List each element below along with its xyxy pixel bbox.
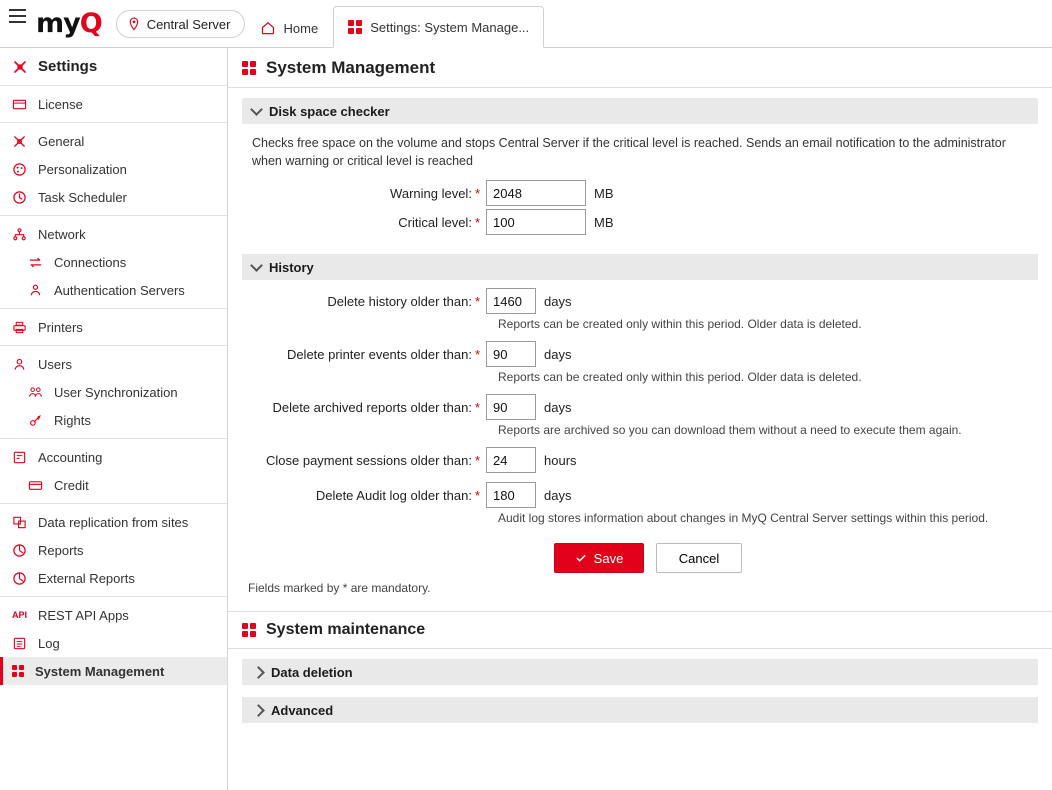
connections-icon bbox=[28, 255, 43, 270]
field-label-text: Close payment sessions older than: bbox=[265, 452, 472, 468]
sidebar-item-system-management[interactable] bbox=[0, 657, 227, 685]
field-close-payment-sessions bbox=[246, 447, 1034, 473]
sidebar-item-label: Accounting bbox=[38, 449, 103, 465]
field-label-text: Warning level: bbox=[390, 185, 472, 201]
field-critical-level bbox=[246, 209, 1034, 235]
sidebar-item-label: Task Scheduler bbox=[38, 189, 127, 205]
sidebar-item-external-reports[interactable] bbox=[0, 564, 227, 592]
field-label bbox=[246, 400, 486, 415]
sidebar-item-data-replication[interactable] bbox=[0, 508, 227, 536]
main-content bbox=[228, 48, 1052, 790]
grid-icon bbox=[242, 61, 256, 75]
sidebar-item-label: Printers bbox=[38, 319, 83, 335]
required-marker: * bbox=[474, 346, 480, 362]
required-marker: * bbox=[474, 399, 480, 415]
sidebar-item-rest-api-apps[interactable] bbox=[0, 601, 227, 629]
sidebar-item-label: System Management bbox=[35, 663, 165, 679]
section-title: Data deletion bbox=[271, 664, 353, 680]
sidebar-item-label: REST API Apps bbox=[38, 607, 129, 623]
sidebar-item-task-scheduler[interactable] bbox=[0, 183, 227, 211]
chevron-right-icon bbox=[252, 666, 265, 679]
sidebar-item-label: Connections bbox=[54, 254, 127, 270]
sidebar-item-log[interactable] bbox=[0, 629, 227, 657]
network-icon bbox=[12, 227, 27, 242]
sidebar-item-network[interactable] bbox=[0, 220, 227, 248]
cancel-button[interactable] bbox=[656, 543, 742, 573]
sidebar-group bbox=[0, 504, 227, 597]
grid-icon bbox=[12, 665, 24, 677]
system-maintenance-label: System maintenance bbox=[266, 621, 426, 639]
form-actions bbox=[262, 543, 1034, 573]
sidebar-group bbox=[0, 86, 227, 123]
sidebar-item-label: User Synchronization bbox=[54, 384, 178, 400]
field-unit: hours bbox=[544, 452, 577, 468]
delete-history-input[interactable] bbox=[486, 288, 536, 314]
field-unit: days bbox=[544, 346, 572, 362]
section-disk-space-checker-body bbox=[242, 124, 1038, 242]
chevron-down-icon bbox=[250, 103, 263, 116]
field-unit: MB bbox=[594, 214, 614, 230]
disk-space-description: Checks free space on the volume and stops Central Server if the critical level is reached. Sends an email notification to the administrator when warning or critical level is reached bbox=[252, 136, 1006, 169]
field-hint: Audit log stores information about changes in MyQ Central Server settings within this period. bbox=[498, 511, 989, 526]
field-unit: days bbox=[544, 487, 572, 503]
sidebar-item-label: License bbox=[38, 96, 83, 112]
required-marker: * bbox=[474, 293, 480, 309]
sidebar-item-label: Data replication from sites bbox=[38, 514, 189, 530]
check-icon bbox=[575, 552, 587, 564]
sidebar-group bbox=[0, 123, 227, 216]
field-label bbox=[246, 488, 486, 503]
field-delete-audit-log bbox=[246, 482, 1034, 508]
sidebar-item-label: Personalization bbox=[38, 161, 127, 177]
field-label-text: Delete printer events older than: bbox=[286, 346, 472, 362]
required-marker: * bbox=[474, 452, 480, 468]
sidebar-group bbox=[0, 346, 227, 439]
credit-card-icon bbox=[28, 478, 43, 493]
sidebar-item-accounting[interactable] bbox=[0, 443, 227, 471]
section-history-body bbox=[242, 280, 1038, 611]
sidebar-item-label: Log bbox=[38, 635, 60, 651]
section-title: Disk space checker bbox=[269, 103, 390, 119]
delete-archived-reports-input[interactable] bbox=[486, 394, 536, 420]
section-title: Advanced bbox=[271, 702, 334, 718]
required-marker: * bbox=[474, 185, 480, 201]
field-label-text: Delete Audit log older than: bbox=[315, 487, 472, 503]
field-label bbox=[246, 347, 486, 362]
close-payment-sessions-input[interactable] bbox=[486, 447, 536, 473]
settings-scroll-area bbox=[228, 88, 1052, 723]
field-label bbox=[246, 215, 486, 230]
field-label bbox=[246, 453, 486, 468]
central-server-chip-label: Central Server bbox=[146, 16, 231, 32]
sidebar-item-user-synchronization[interactable] bbox=[0, 378, 227, 406]
hamburger-icon[interactable] bbox=[0, 0, 34, 47]
settings-gear-icon bbox=[12, 59, 28, 75]
grid-icon bbox=[242, 623, 256, 637]
sidebar-item-label: External Reports bbox=[38, 570, 135, 586]
reports-icon bbox=[12, 543, 27, 558]
sidebar-item-printers[interactable] bbox=[0, 313, 227, 341]
tab-settings-label: Settings: System Manage... bbox=[370, 19, 530, 35]
delete-audit-log-input[interactable] bbox=[486, 482, 536, 508]
location-pin-icon bbox=[127, 17, 141, 31]
auth-server-icon bbox=[28, 283, 43, 298]
api-icon: API bbox=[12, 610, 28, 620]
save-button-label: Save bbox=[593, 550, 624, 566]
general-icon bbox=[12, 134, 27, 149]
accounting-icon bbox=[12, 450, 27, 465]
chevron-down-icon bbox=[250, 259, 263, 272]
cancel-button-label: Cancel bbox=[678, 550, 720, 566]
sidebar-group bbox=[0, 439, 227, 504]
system-maintenance-title bbox=[228, 611, 1052, 649]
sidebar-item-label: General bbox=[38, 133, 85, 149]
personalization-icon bbox=[12, 162, 27, 177]
field-unit: days bbox=[544, 399, 572, 415]
tab-home-label: Home bbox=[283, 20, 319, 36]
page-body bbox=[0, 48, 1052, 790]
sidebar-group bbox=[0, 309, 227, 346]
clock-icon bbox=[12, 190, 27, 205]
section-data-deletion-header[interactable] bbox=[242, 659, 1038, 685]
field-label-text: Delete archived reports older than: bbox=[272, 399, 472, 415]
section-advanced-header[interactable] bbox=[242, 697, 1038, 723]
field-warning-level bbox=[246, 180, 1034, 206]
field-label-text: Delete history older than: bbox=[327, 293, 472, 309]
field-delete-history bbox=[246, 288, 1034, 314]
user-sync-icon bbox=[28, 385, 43, 400]
sidebar-group bbox=[0, 216, 227, 309]
sidebar-item-label: Authentication Servers bbox=[54, 282, 185, 298]
sidebar-item-label: Users bbox=[38, 356, 72, 372]
chevron-right-icon bbox=[252, 704, 265, 717]
field-delete-archived-reports bbox=[246, 394, 1034, 420]
tab-home[interactable] bbox=[245, 9, 334, 47]
required-marker: * bbox=[474, 214, 480, 230]
logo-text: myQ bbox=[36, 8, 102, 39]
section-disk-space-checker-header[interactable] bbox=[242, 98, 1038, 124]
section-history-header[interactable] bbox=[242, 254, 1038, 280]
required-marker: * bbox=[474, 487, 480, 503]
field-hint: Reports are archived so you can download them without a need to execute them again. bbox=[498, 423, 962, 438]
critical-level-input[interactable] bbox=[486, 209, 586, 235]
top-bar bbox=[0, 0, 1052, 48]
mandatory-note: Fields marked by * are mandatory. bbox=[248, 581, 431, 596]
grid-icon bbox=[348, 20, 362, 34]
page-title-label: System Management bbox=[266, 57, 436, 77]
delete-printer-events-input[interactable] bbox=[486, 341, 536, 367]
save-button[interactable] bbox=[554, 543, 644, 573]
sidebar-item-users[interactable] bbox=[0, 350, 227, 378]
sidebar-item-license[interactable] bbox=[0, 90, 227, 118]
printer-icon bbox=[12, 320, 27, 335]
sidebar-item-label: Reports bbox=[38, 542, 84, 558]
sidebar-item-reports[interactable] bbox=[0, 536, 227, 564]
field-hint: Reports can be created only within this period. Older data is deleted. bbox=[498, 317, 862, 332]
external-reports-icon bbox=[12, 571, 27, 586]
sidebar-item-authentication-servers[interactable] bbox=[0, 276, 227, 304]
license-icon bbox=[12, 97, 27, 112]
log-icon bbox=[12, 636, 27, 651]
data-replication-icon bbox=[12, 515, 27, 530]
field-hint: Reports can be created only within this period. Older data is deleted. bbox=[498, 370, 862, 385]
field-label-text: Critical level: bbox=[398, 214, 472, 230]
sidebar-item-rights[interactable] bbox=[0, 406, 227, 434]
rights-key-icon bbox=[28, 413, 43, 428]
sidebar-item-connections[interactable] bbox=[0, 248, 227, 276]
central-server-chip[interactable] bbox=[116, 10, 245, 38]
field-unit: MB bbox=[594, 185, 614, 201]
sidebar-title bbox=[0, 48, 227, 86]
tab-settings-system-management[interactable] bbox=[333, 6, 544, 48]
section-title: History bbox=[269, 259, 314, 275]
warning-level-input[interactable] bbox=[486, 180, 586, 206]
sidebar-title-label: Settings bbox=[38, 58, 98, 75]
page-title bbox=[228, 48, 1052, 88]
myq-logo bbox=[34, 8, 116, 47]
sidebar-item-label: Network bbox=[38, 226, 86, 242]
user-icon bbox=[12, 357, 27, 372]
field-label bbox=[246, 294, 486, 309]
sidebar-item-label: Credit bbox=[54, 477, 89, 493]
sidebar-item-general[interactable] bbox=[0, 127, 227, 155]
field-unit: days bbox=[544, 293, 572, 309]
field-label bbox=[246, 186, 486, 201]
sidebar-item-label: Rights bbox=[54, 412, 91, 428]
sidebar-item-credit[interactable] bbox=[0, 471, 227, 499]
sidebar-item-personalization[interactable] bbox=[0, 155, 227, 183]
field-delete-printer-events bbox=[246, 341, 1034, 367]
sidebar bbox=[0, 48, 228, 790]
sidebar-group bbox=[0, 597, 227, 689]
home-icon bbox=[260, 20, 276, 36]
